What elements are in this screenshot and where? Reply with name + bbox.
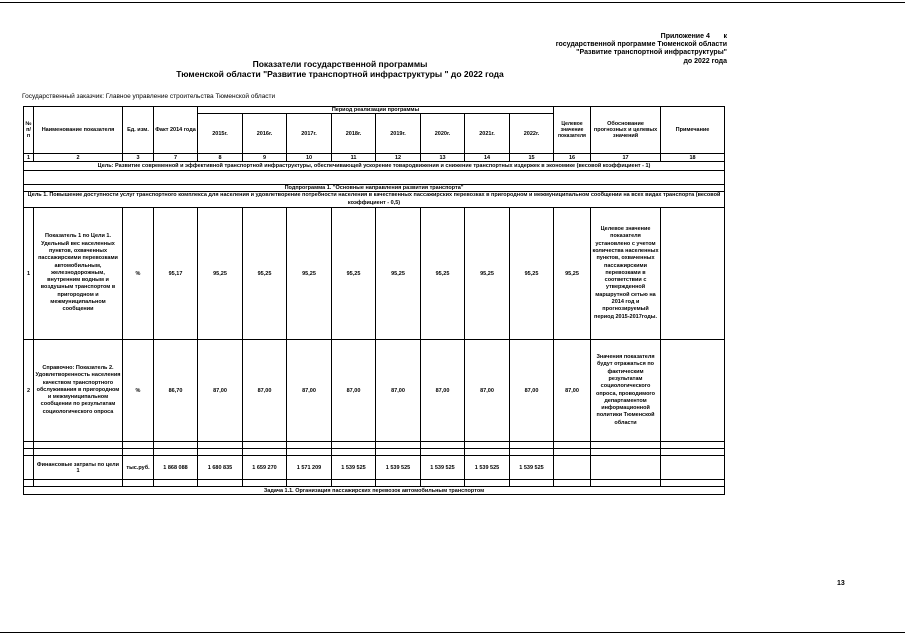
reason-cell: Целевое значение показателя установлено с учетом количества населенных пунктов, охваченных пассажирскими перевозками в соответствии с утвержденной маршрутной сетью на 2014 год и прогнозируемый период 2015-2017годы. bbox=[591, 208, 661, 340]
task-text: Задача 1.1. Организация пассажирских перевозок автомобильным транспортом bbox=[24, 487, 725, 495]
col-number: 2 bbox=[34, 154, 123, 162]
value-cell: 95,25 bbox=[421, 208, 465, 340]
value-cell: 95,25 bbox=[198, 208, 243, 340]
finance-fact: 1 868 088 bbox=[154, 456, 198, 480]
col-number: 18 bbox=[661, 154, 725, 162]
year-header: 2015г. bbox=[198, 114, 243, 154]
col-number: 13 bbox=[421, 154, 465, 162]
unit-cell: % bbox=[123, 208, 154, 340]
header-row-period bbox=[24, 107, 725, 114]
col-no-header: № п/п bbox=[24, 107, 34, 154]
appendix-line4: до 2022 года bbox=[683, 57, 727, 65]
fact-cell: 86,70 bbox=[154, 340, 198, 442]
empty-row bbox=[24, 442, 725, 449]
appendix-line3: "Развитие транспортной инфраструктуры" bbox=[576, 49, 727, 57]
year-header: 2021г. bbox=[465, 114, 510, 154]
subprogram-text: Подпрограмма 1. "Основные направления развития транспорта" bbox=[24, 185, 725, 192]
value-cell: 87,00 bbox=[287, 340, 332, 442]
target-cell: 87,00 bbox=[554, 340, 591, 442]
finance-unit: тыс.руб. bbox=[123, 456, 154, 480]
finance-value: 1 680 835 bbox=[198, 456, 243, 480]
task-row bbox=[24, 487, 725, 495]
unit-cell: % bbox=[123, 340, 154, 442]
indicators-table bbox=[23, 106, 725, 495]
note-cell bbox=[661, 340, 725, 442]
year-header: 2019г. bbox=[376, 114, 421, 154]
col-number: 3 bbox=[123, 154, 154, 162]
value-cell: 87,00 bbox=[510, 340, 554, 442]
col-number: 12 bbox=[376, 154, 421, 162]
target-cell: 95,25 bbox=[554, 208, 591, 340]
fact-cell: 95,17 bbox=[154, 208, 198, 340]
goal1-text: Цель 1. Повышение доступности услуг транспортного комплекса для населения и удовлетворение потребности населения в качественных пассажирских перевозках в пригородном и межмуниципальном сообщении на всех видах транспорта (весовой коэффициент - 0,5) bbox=[24, 192, 725, 208]
col-name-header: Наименование показателя bbox=[34, 107, 123, 154]
value-cell: 95,25 bbox=[510, 208, 554, 340]
state-customer: Государственный заказчик: Главное управление строительства Тюменской области bbox=[22, 93, 276, 100]
col-unit-header: Ед. изм. bbox=[123, 107, 154, 154]
value-cell: 87,00 bbox=[332, 340, 376, 442]
col-fact-header: Факт 2014 года bbox=[154, 107, 198, 154]
col-number: 16 bbox=[554, 154, 591, 162]
title-line2: Тюменской области "Развитие транспортной инфраструктуры " до 2022 года bbox=[176, 69, 504, 79]
row-number: 2 bbox=[24, 340, 34, 442]
year-header: 2020г. bbox=[421, 114, 465, 154]
value-cell: 87,00 bbox=[465, 340, 510, 442]
col-target-header: Целевое значение показателя bbox=[554, 107, 591, 154]
value-cell: 87,00 bbox=[376, 340, 421, 442]
value-cell: 87,00 bbox=[243, 340, 287, 442]
value-cell: 95,25 bbox=[332, 208, 376, 340]
col-number: 7 bbox=[154, 154, 198, 162]
col-note-header: Примечание bbox=[661, 107, 725, 154]
col-reason-header: Обоснование прогнозных и целевых значений bbox=[591, 107, 661, 154]
table-row bbox=[24, 340, 725, 442]
col-number: 8 bbox=[198, 154, 243, 162]
empty-row bbox=[24, 480, 725, 487]
col-number: 11 bbox=[332, 154, 376, 162]
col-number: 15 bbox=[510, 154, 554, 162]
document-title bbox=[0, 59, 680, 79]
column-numbers-row bbox=[24, 154, 725, 162]
year-header: 2016г. bbox=[243, 114, 287, 154]
value-cell: 95,25 bbox=[465, 208, 510, 340]
finance-value: 1 539 525 bbox=[376, 456, 421, 480]
col-number: 1 bbox=[24, 154, 34, 162]
appendix-line1: Приложение 4 bbox=[660, 33, 710, 40]
col-number: 17 bbox=[591, 154, 661, 162]
value-cell: 95,25 bbox=[287, 208, 332, 340]
indicator-name: Показатель 1 по Цели 1. Удельный вес населенных пунктов, охваченных пассажирскими перевозками автомобильным, железнодорожным, внутренним водным и воздушным транспортом в пригородном и межмуниципальном сообщении bbox=[34, 208, 123, 340]
goal-row bbox=[24, 162, 725, 171]
finance-value: 1 539 525 bbox=[465, 456, 510, 480]
finance-name: Финансовые затраты по цели 1 bbox=[34, 456, 123, 480]
spacer-row bbox=[24, 171, 725, 185]
finance-value: 1 571 209 bbox=[287, 456, 332, 480]
finance-value: 1 659 270 bbox=[243, 456, 287, 480]
finance-value: 1 539 525 bbox=[332, 456, 376, 480]
page-number: 13 bbox=[837, 580, 845, 587]
top-edge-line bbox=[0, 2, 905, 3]
table-row bbox=[24, 208, 725, 340]
year-header: 2018г. bbox=[332, 114, 376, 154]
col-number: 9 bbox=[243, 154, 287, 162]
finance-value: 1 539 525 bbox=[421, 456, 465, 480]
empty-row bbox=[24, 449, 725, 456]
goal1-row bbox=[24, 192, 725, 208]
value-cell: 95,25 bbox=[376, 208, 421, 340]
col-number: 14 bbox=[465, 154, 510, 162]
row-number: 1 bbox=[24, 208, 34, 340]
finance-row bbox=[24, 456, 725, 480]
col-number: 10 bbox=[287, 154, 332, 162]
finance-value: 1 539 525 bbox=[510, 456, 554, 480]
value-cell: 87,00 bbox=[421, 340, 465, 442]
note-cell bbox=[661, 208, 725, 340]
period-header: Период реализации программы bbox=[198, 107, 554, 114]
value-cell: 87,00 bbox=[198, 340, 243, 442]
appendix-line1-mark: к bbox=[723, 33, 727, 40]
appendix-line2: государственной программе Тюменской области bbox=[555, 41, 727, 49]
subprogram-row bbox=[24, 185, 725, 192]
reason-cell: Значения показателя будут отражаться по фактическим результатам социологического опроса, проводимого департаментом информационной политики Тюменской области bbox=[591, 340, 661, 442]
title-line1: Показатели государственной программы bbox=[252, 59, 428, 69]
indicator-name: Справочно: Показатель 2. Удовлетворенность населения качеством транспортного обслуживания в пригородном и межмуниципальном сообщении по результатам социологического опроса bbox=[34, 340, 123, 442]
year-header: 2022г. bbox=[510, 114, 554, 154]
bottom-edge-line bbox=[0, 632, 905, 633]
year-header: 2017г. bbox=[287, 114, 332, 154]
goal-text: Цель: Развитие современной и эффективной транспортной инфраструктуры, обеспечивающей ускорение товародвижения и снижение транспортных издержек в экономике (весовой коэффициент - 1) bbox=[24, 162, 725, 171]
value-cell: 95,25 bbox=[243, 208, 287, 340]
